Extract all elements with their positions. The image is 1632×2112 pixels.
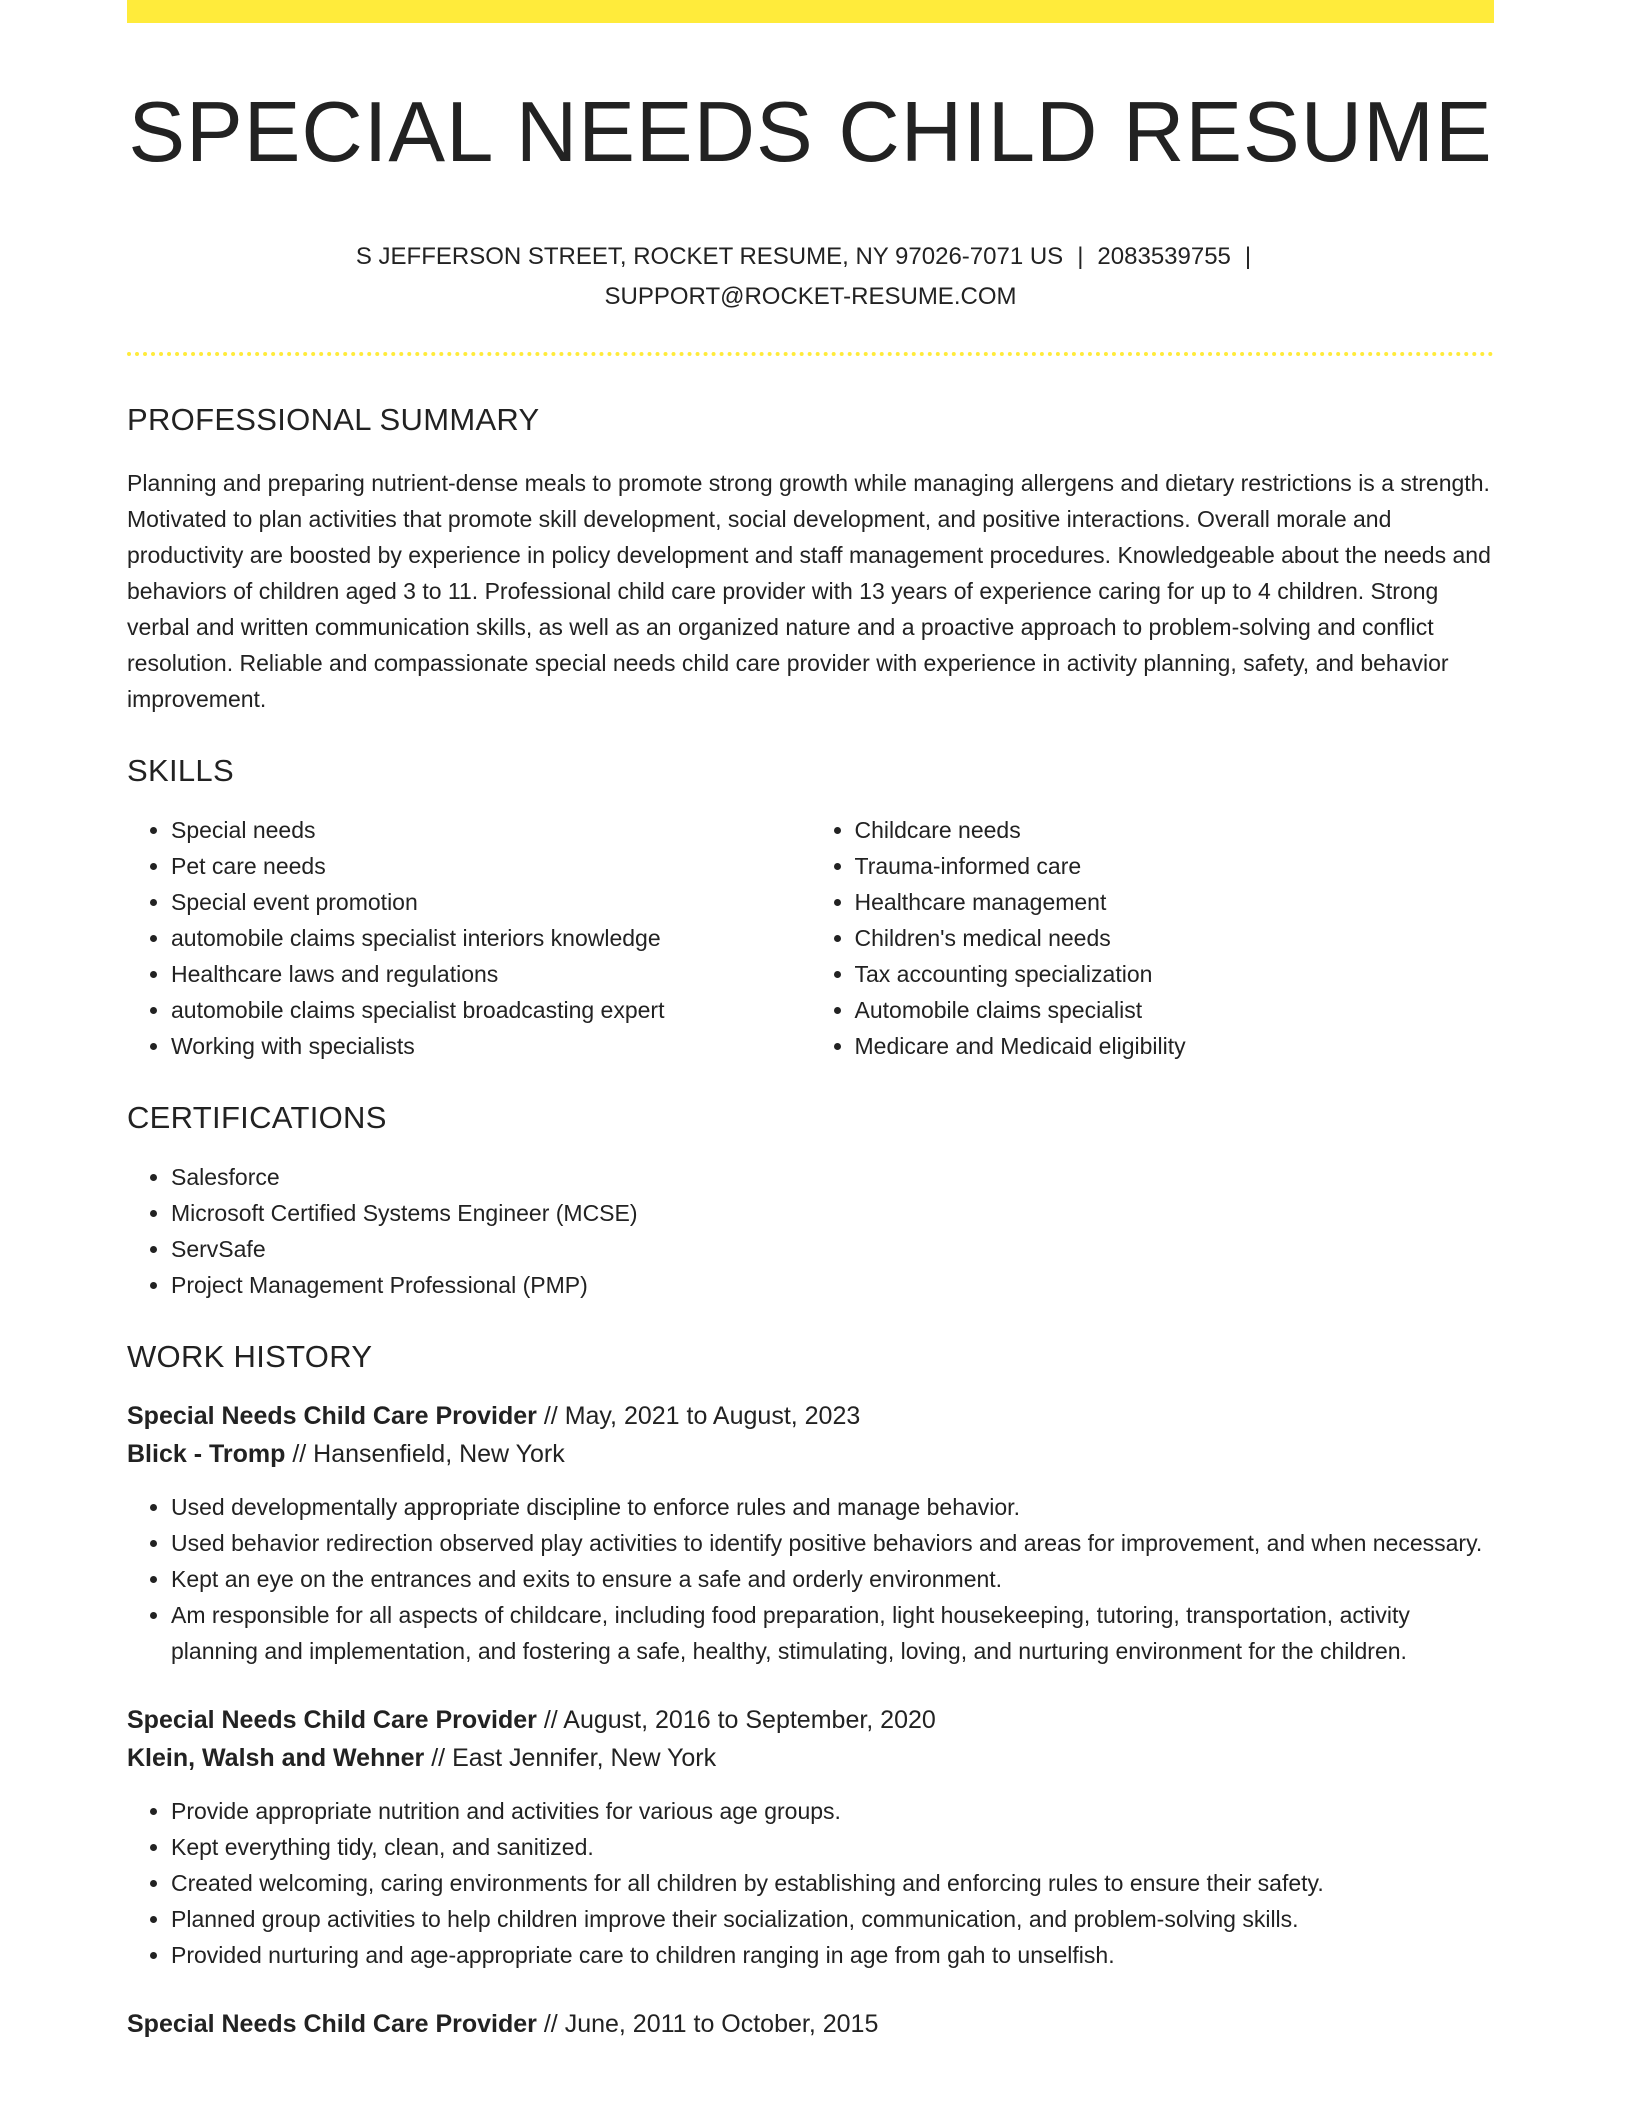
skill-item: • Childcare needs (855, 812, 1495, 848)
skill-item: • Children's medical needs (855, 920, 1495, 956)
certifications-heading: CERTIFICATIONS (127, 1100, 387, 1136)
contact-info (321, 237, 1301, 317)
resume-title: SPECIAL NEEDS CHILD RESUME (128, 85, 1493, 180)
job-dates: August, 2016 to September, 2020 (563, 1706, 936, 1735)
job-bullet: • Provided nurturing and age-appropriate care to children ranging in age from gah to unselfish. (171, 1937, 1494, 1973)
skill-item: • Medicare and Medicaid eligibility (855, 1028, 1495, 1064)
job-bullet: • Kept everything tidy, clean, and sanitized. (171, 1829, 1494, 1865)
job-company-line (127, 1739, 1494, 1777)
job-bullet-list (127, 1489, 1494, 1669)
certification-item: • Salesforce (171, 1159, 1494, 1195)
contact-phone: 2083539755 (1097, 243, 1231, 271)
job-company-line (127, 1435, 1494, 1473)
contact-separator: | (1244, 243, 1252, 271)
certification-item: • Project Management Professional (PMP) (171, 1267, 1494, 1303)
job-bullet: • Planned group activities to help children improve their socialization, communication, and problem-solving skills. (171, 1901, 1494, 1937)
job-role: Special Needs Child Care Provider (127, 2010, 537, 2039)
contact-email: SUPPORT@ROCKET-RESUME.COM (604, 283, 1017, 311)
job-dates: May, 2021 to August, 2023 (564, 1402, 861, 1431)
job-bullet: • Created welcoming, caring environments for all children by establishing and enforcing rules to ensure their safety. (171, 1865, 1494, 1901)
skill-item: • Working with specialists (171, 1028, 811, 1064)
job-role: Special Needs Child Care Provider (127, 1706, 537, 1735)
skill-item: • automobile claims specialist broadcasting expert (171, 992, 811, 1028)
certification-item: • Microsoft Certified Systems Engineer (MCSE) (171, 1195, 1494, 1231)
job-bullet-list (127, 1793, 1494, 1973)
certification-item: • ServSafe (171, 1231, 1494, 1267)
job-dates: June, 2011 to October, 2015 (564, 2010, 879, 2039)
skill-item: • Special event promotion (171, 884, 811, 920)
job-bullet: • Am responsible for all aspects of childcare, including food preparation, light housekeeping, tutoring, transportation, activity planning and implementation, and fostering a safe, healthy, stimulating, loving, and nurturing environment for the children. (171, 1597, 1494, 1669)
skills-heading: SKILLS (127, 753, 234, 789)
summary-text: Planning and preparing nutrient-dense meals to promote strong growth while managing allergens and dietary restrictions is a strength. Motivated to plan activities that promote skill development, social development, and positive interactions. Overall morale and productivity are boosted by experience in policy development and staff management procedures. Knowledgeable about the needs and behaviors of children aged 3 to 11. Professional child care provider with 13 years of experience caring for up to 4 children. Strong verbal and written communication skills, as well as an organized nature and a proactive approach to problem-solving and conflict resolution. Reliable and compassionate special needs child care provider with experience in activity planning, safety, and behavior improvement. (127, 470, 1491, 713)
job-bullet: • Used behavior redirection observed play activities to identify positive behaviors and areas for improvement, and when necessary. (171, 1525, 1494, 1561)
top-accent-bar (127, 0, 1494, 23)
job-bullet: • Kept an eye on the entrances and exits to ensure a safe and orderly environment. (171, 1561, 1494, 1597)
skill-item: • Healthcare management (855, 884, 1495, 920)
job-title-line (127, 1397, 1494, 1435)
skill-item: • Tax accounting specialization (855, 956, 1495, 992)
job-title-line (127, 1701, 1494, 1739)
job-location: East Jennifer, New York (452, 1744, 717, 1773)
skill-item: • Automobile claims specialist (855, 992, 1495, 1028)
contact-address: S JEFFERSON STREET, ROCKET RESUME, NY 97026-7071 US (355, 243, 1064, 271)
job-separator: // (285, 1440, 314, 1469)
job-title-line (127, 2005, 1494, 2043)
job-bullet: • Provide appropriate nutrition and activities for various age groups. (171, 1793, 1494, 1829)
dotted-divider (127, 352, 1494, 356)
skill-item: • Trauma-informed care (855, 848, 1495, 884)
job-company: Klein, Walsh and Wehner (127, 1744, 425, 1773)
job-separator: // (424, 1744, 453, 1773)
job-separator: // (536, 1706, 564, 1735)
skill-item: • Healthcare laws and regulations (171, 956, 811, 992)
skills-columns (127, 812, 1494, 1064)
skills-right-list (811, 812, 1495, 1064)
skill-item: • Special needs (171, 812, 811, 848)
skills-left-list (127, 812, 811, 1064)
skill-item: • automobile claims specialist interiors knowledge (171, 920, 811, 956)
skill-item: • Pet care needs (171, 848, 811, 884)
job-company: Blick - Tromp (127, 1440, 286, 1469)
summary-heading: PROFESSIONAL SUMMARY (127, 402, 540, 438)
work-history-heading: WORK HISTORY (127, 1339, 373, 1375)
certifications-list (127, 1159, 1494, 1303)
contact-separator: | (1077, 243, 1084, 271)
job-separator: // (536, 2010, 565, 2039)
job-bullet: • Used developmentally appropriate discipline to enforce rules and manage behavior. (171, 1489, 1494, 1525)
job-separator: // (536, 1402, 565, 1431)
job-role: Special Needs Child Care Provider (127, 1402, 537, 1431)
job-location: Hansenfield, New York (313, 1440, 565, 1469)
resume-page (127, 0, 1494, 2043)
